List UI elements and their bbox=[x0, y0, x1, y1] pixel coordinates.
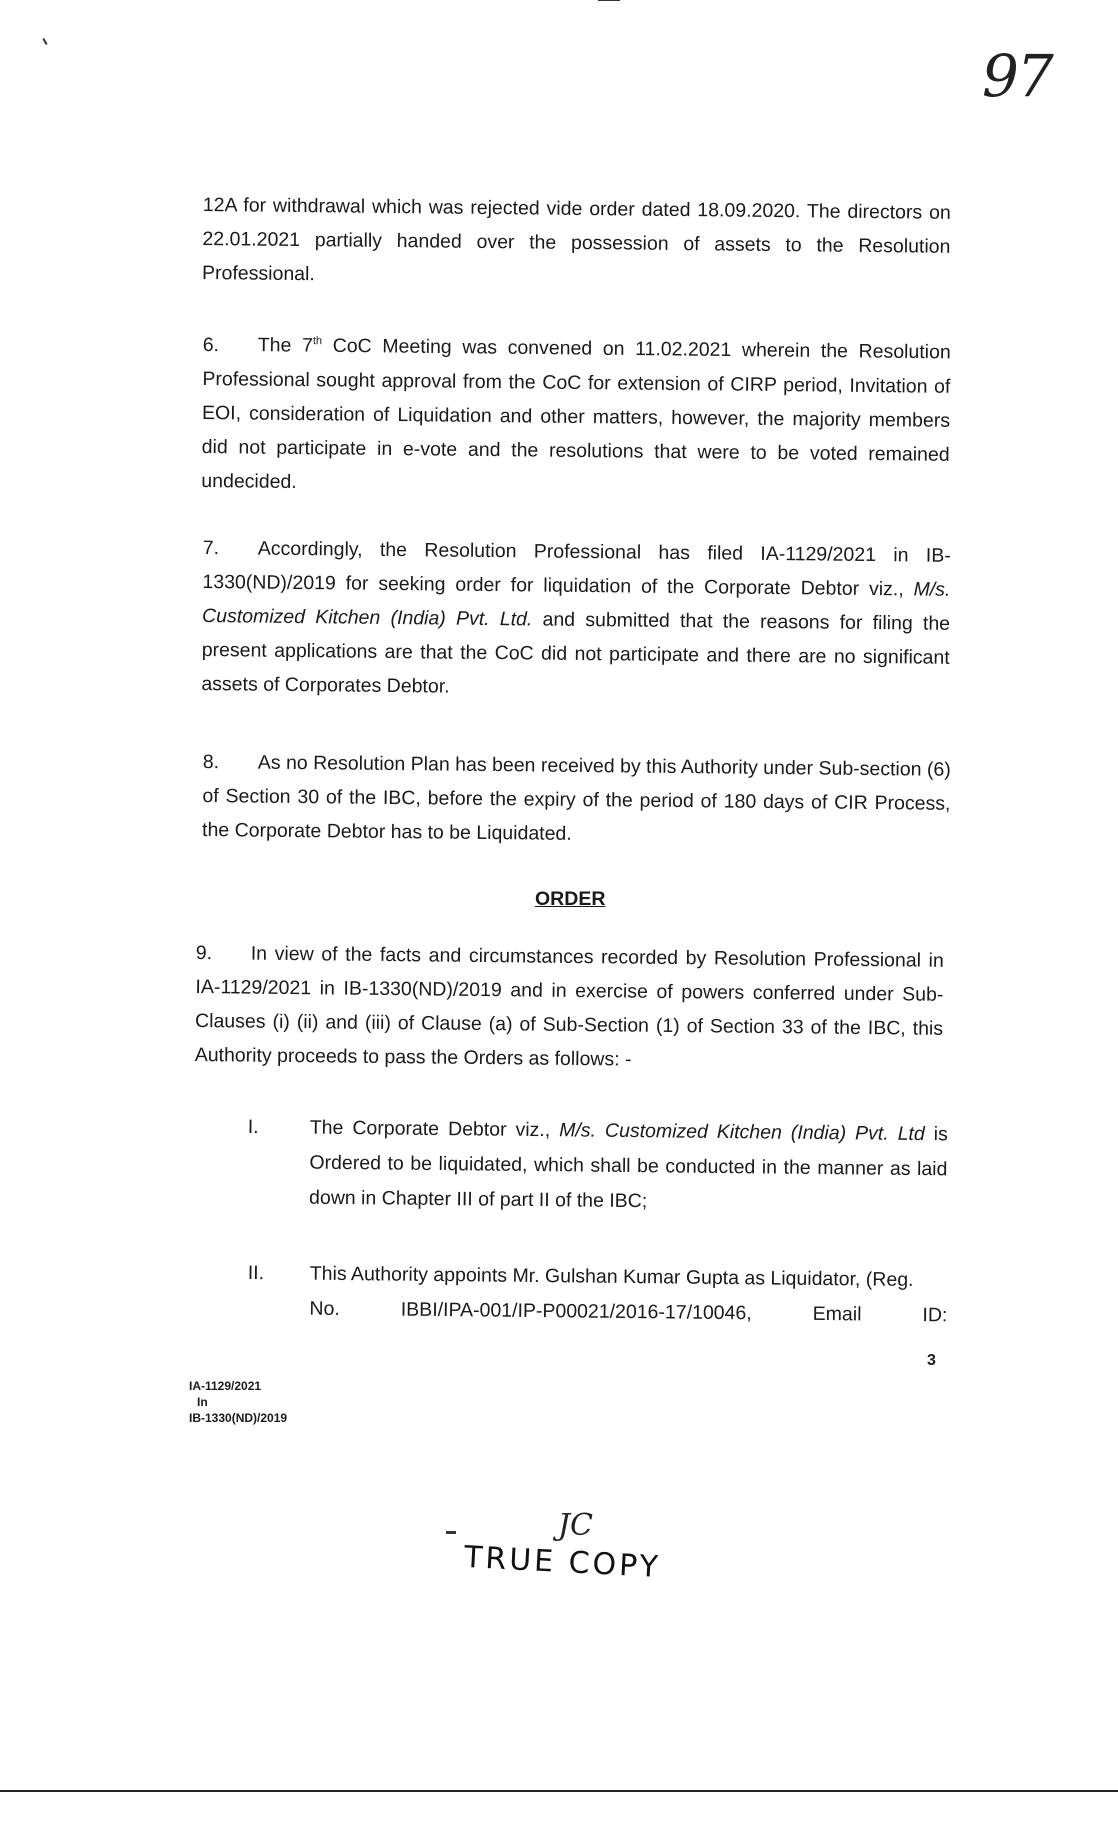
id-label: ID: bbox=[922, 1304, 948, 1327]
handwritten-page-number: 97 bbox=[982, 42, 1052, 110]
stamp-mark bbox=[446, 1531, 456, 1534]
registration-line bbox=[309, 1292, 947, 1334]
paragraph-number: 9. bbox=[195, 941, 213, 965]
paragraph-continued bbox=[202, 188, 951, 298]
footer-line-2: In bbox=[197, 1395, 208, 1409]
paragraph-text: 12A for withdrawal which was rejected vide order dated 18.09.2020. The directors on 22.01.2021 partially handed over the possession of assets to the Resolution Professional. bbox=[201, 193, 951, 286]
company-name: M/s. Customized Kitchen (India) Pvt. Ltd. bbox=[201, 578, 951, 631]
superscript: th bbox=[312, 335, 323, 348]
footer-line-1: IA-1129/2021 bbox=[189, 1379, 262, 1393]
paragraph-text: The 7 bbox=[257, 334, 313, 357]
item-text-cont: is Ordered to be liquidated, which shall be conducted in the manner as laid down in Chapter III of part II of the IBC; bbox=[308, 1123, 948, 1213]
page-number: 3 bbox=[927, 1352, 936, 1369]
paragraph-text: In view of the facts and circumstances recorded by Resolution Professional in IA-1129/2021 in IB-1330(ND)/2019 and in exercise of powers conferred under Sub-Clauses (i) (ii) and (iii) of Clause (a) of Sub-Section (1) of Section 33 of the IBC, this Authority proceeds to pass the Orders as follows: - bbox=[194, 942, 944, 1071]
item-text: The Corporate Debtor viz., bbox=[309, 1116, 560, 1142]
scan-mark bbox=[42, 38, 47, 45]
paragraph-text: As no Resolution Plan has been received by this Authority under Sub-section (6) of Section 30 of the IBC, before the expiry of the period of 180 days of CIR Process, the Corporate Debtor has to be Liquidated. bbox=[201, 751, 951, 845]
paragraph-number: 7. bbox=[202, 536, 220, 560]
true-copy-stamp: TRUE COPY bbox=[463, 1539, 662, 1586]
paragraph-text-cont: CoC Meeting was convened on 11.02.2021 wherein the Resolution Professional sought approval from the CoC for extension of CIRP period, Invitation of EOI, consideration of Liquidation and other matters, however, the majority members did not participate in e-vote and the resolutions that were to be voted remained undecided. bbox=[201, 334, 951, 493]
order-heading: ORDER bbox=[535, 888, 606, 910]
scan-border bbox=[0, 1790, 1118, 1792]
item-text: This Authority appoints Mr. Gulshan Kumar Gupta as Liquidator, (Reg. bbox=[309, 1262, 914, 1291]
paragraph-text: Accordingly, the Resolution Professional has filed IA-1129/2021 in IB-1330(ND)/2019 for seeking order for liquidation of the Corporate Debtor viz., bbox=[202, 537, 951, 601]
reg-no-label: No. bbox=[309, 1297, 340, 1320]
stamp-initials: JC bbox=[558, 1508, 593, 1543]
company-name: M/s. Customized Kitchen (India) Pvt. Ltd bbox=[559, 1119, 925, 1146]
paragraph-8 bbox=[202, 745, 951, 855]
paragraph-text-cont: and submitted that the reasons for filing the present applications are that the CoC did not participate and there are no significant assets of Corporates Debtor. bbox=[201, 608, 951, 698]
paragraph-number: 6. bbox=[202, 333, 220, 356]
paragraph-6 bbox=[201, 323, 951, 505]
scan-mark-top bbox=[598, 0, 620, 1]
roman-numeral: II. bbox=[247, 1261, 265, 1285]
case-footer bbox=[189, 1378, 287, 1426]
order-item-2 bbox=[247, 1256, 948, 1333]
paragraph-number: 8. bbox=[202, 750, 220, 774]
paragraph-7 bbox=[201, 531, 951, 709]
order-item-1 bbox=[247, 1110, 948, 1222]
footer-line-3: IB-1330(ND)/2019 bbox=[189, 1411, 288, 1425]
reg-no-value: IBBI/IPA-001/IP-P00021/2016-17/10046, bbox=[400, 1298, 752, 1325]
roman-numeral: I. bbox=[247, 1115, 259, 1139]
email-label: Email bbox=[812, 1302, 862, 1326]
paragraph-9 bbox=[195, 936, 944, 1080]
